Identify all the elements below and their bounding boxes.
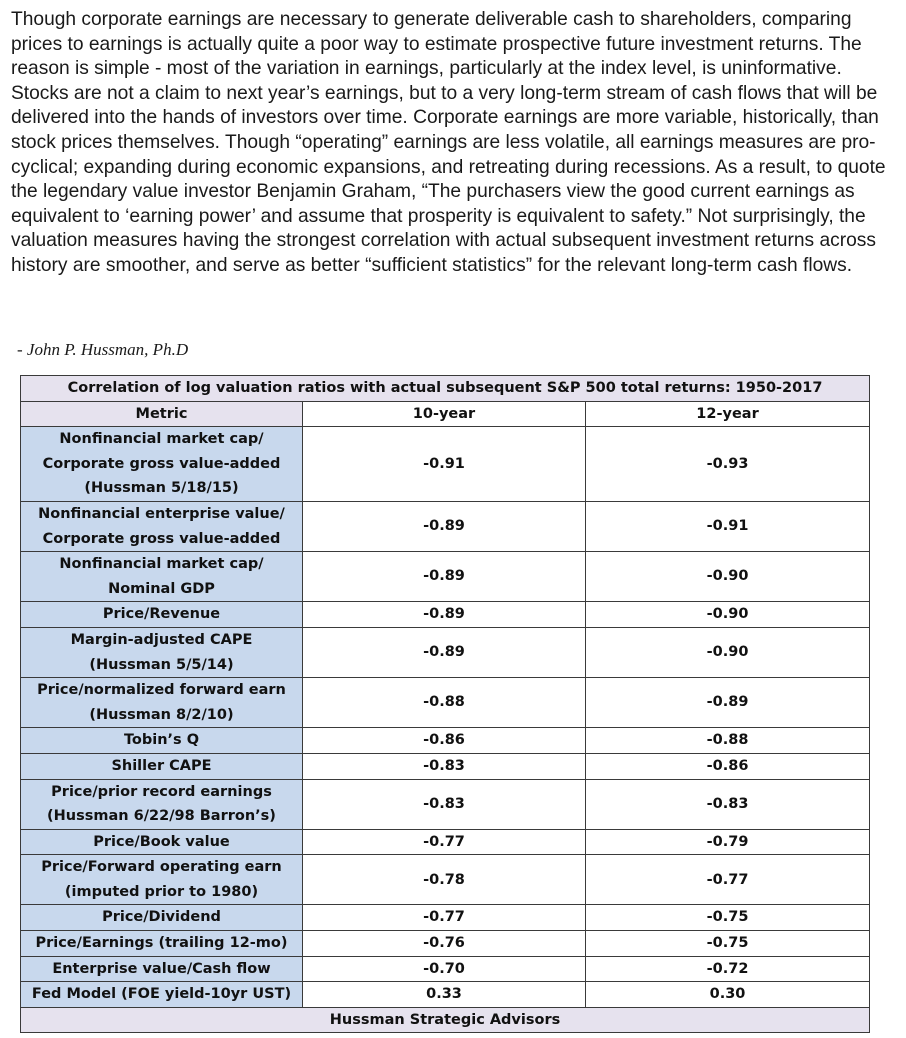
- value-10-year: -0.70: [303, 956, 586, 982]
- metric-cell: [21, 905, 303, 931]
- value-10-year: -0.89: [303, 501, 586, 551]
- metric-line: Shiller CAPE: [111, 757, 212, 774]
- table-row: [21, 829, 870, 855]
- table-row: [21, 602, 870, 628]
- metric-line: Nonfinancial market cap/: [59, 556, 264, 573]
- metric-cell: [21, 779, 303, 829]
- metric-line: Price/Book value: [93, 833, 230, 850]
- value-10-year: -0.77: [303, 829, 586, 855]
- header-metric: Metric: [21, 401, 303, 427]
- value-10-year: -0.89: [303, 627, 586, 677]
- table-row: [21, 501, 870, 551]
- value-10-year: -0.76: [303, 931, 586, 957]
- value-12-year: -0.83: [586, 779, 870, 829]
- value-12-year: -0.91: [586, 501, 870, 551]
- metric-line: Price/Forward operating earn: [41, 859, 282, 876]
- value-10-year: -0.86: [303, 728, 586, 754]
- correlation-table: [20, 375, 870, 1033]
- value-10-year: -0.89: [303, 602, 586, 628]
- metric-cell: [21, 956, 303, 982]
- value-10-year: -0.78: [303, 855, 586, 905]
- table-row: [21, 855, 870, 905]
- value-10-year: -0.83: [303, 753, 586, 779]
- metric-line: Enterprise value/Cash flow: [52, 960, 271, 977]
- metric-cell: [21, 552, 303, 602]
- value-10-year: -0.91: [303, 427, 586, 502]
- metric-line: Fed Model (FOE yield-10yr UST): [31, 986, 292, 1003]
- table-title: Correlation of log valuation ratios with actual subsequent S&P 500 total returns: 1950-2017: [21, 376, 870, 402]
- metric-line: Tobin’s Q: [123, 732, 200, 749]
- metric-line: (imputed prior to 1980): [64, 883, 259, 900]
- table-footer: Hussman Strategic Advisors: [21, 1007, 870, 1033]
- metric-line: Nonfinancial enterprise value/: [38, 505, 285, 522]
- value-12-year: -0.75: [586, 905, 870, 931]
- value-12-year: -0.86: [586, 753, 870, 779]
- value-12-year: 0.30: [586, 982, 870, 1008]
- value-10-year: 0.33: [303, 982, 586, 1008]
- quote-paragraph: Though corporate earnings are necessary to generate deliverable cash to shareholders, comparing prices to earnings is actually quite a poor way to estimate prospective future investment returns. The reason is simple - most of the variation in earnings, particularly at the index level, is uninformative. Stocks are not a claim to next year’s earnings, but to a very long-term stream of cash flows that will be delivered into the hands of investors over time. Corporate earnings are more variable, historically, than stock prices themselves. Though “operating” earnings are less volatile, all earnings measures are pro-cyclical; expanding during economic expansions, and retreating during recessions. As a result, to quote the legendary value investor Benjamin Graham, “The purchasers view the good current earnings as equivalent to ‘earning power’ and assume that prosperity is equivalent to safety.” Not surprisingly, the valuation measures having the strongest correlation with actual subsequent investment returns across history are smoother, and serve as better “sufficient statistics” for the relevant long-term cash flows.: [11, 9, 886, 276]
- table-row: [21, 627, 870, 677]
- metric-cell: [21, 829, 303, 855]
- metric-line: Price/prior record earnings: [51, 783, 272, 800]
- metric-line: Nonfinancial market cap/: [59, 431, 264, 448]
- metric-cell: [21, 931, 303, 957]
- value-12-year: -0.77: [586, 855, 870, 905]
- value-12-year: -0.75: [586, 931, 870, 957]
- metric-cell: [21, 678, 303, 728]
- metric-cell: [21, 501, 303, 551]
- metric-line: Price/Dividend: [102, 909, 221, 926]
- metric-cell: [21, 427, 303, 502]
- value-12-year: -0.79: [586, 829, 870, 855]
- value-12-year: -0.90: [586, 627, 870, 677]
- metric-line: Nominal GDP: [108, 580, 215, 597]
- metric-line: (Hussman 5/18/15): [84, 480, 239, 497]
- metric-line: Price/Revenue: [102, 606, 221, 623]
- table-footer-row: [21, 1007, 870, 1033]
- value-12-year: -0.72: [586, 956, 870, 982]
- value-12-year: -0.89: [586, 678, 870, 728]
- value-10-year: -0.83: [303, 779, 586, 829]
- table-row: [21, 753, 870, 779]
- metric-cell: [21, 982, 303, 1008]
- metric-line: Price/normalized forward earn: [37, 682, 286, 699]
- value-12-year: -0.90: [586, 552, 870, 602]
- value-10-year: -0.77: [303, 905, 586, 931]
- metric-cell: [21, 855, 303, 905]
- table-body: [21, 427, 870, 1008]
- table-header-row: [21, 401, 870, 427]
- quote-attribution: - John P. Hussman, Ph.D: [17, 340, 189, 359]
- table-row: [21, 427, 870, 502]
- header-12-year: 12-year: [586, 401, 870, 427]
- value-12-year: -0.90: [586, 602, 870, 628]
- metric-line: Margin-adjusted CAPE: [70, 631, 253, 648]
- metric-line: (Hussman 6/22/98 Barron’s): [47, 808, 276, 825]
- metric-line: Price/Earnings (trailing 12-mo): [35, 935, 288, 952]
- metric-line: Corporate gross value-added: [42, 455, 281, 472]
- table-row: [21, 956, 870, 982]
- metric-line: (Hussman 5/5/14): [89, 656, 234, 673]
- metric-line: Corporate gross value-added: [42, 530, 281, 547]
- table-row: [21, 982, 870, 1008]
- table-row: [21, 678, 870, 728]
- metric-cell: [21, 728, 303, 754]
- metric-cell: [21, 602, 303, 628]
- value-10-year: -0.89: [303, 552, 586, 602]
- header-10-year: 10-year: [303, 401, 586, 427]
- table-row: [21, 905, 870, 931]
- value-10-year: -0.88: [303, 678, 586, 728]
- metric-line: (Hussman 8/2/10): [89, 706, 234, 723]
- value-12-year: -0.88: [586, 728, 870, 754]
- metric-cell: [21, 627, 303, 677]
- table-row: [21, 779, 870, 829]
- value-12-year: -0.93: [586, 427, 870, 502]
- table-row: [21, 552, 870, 602]
- table-row: [21, 931, 870, 957]
- table-title-row: [21, 376, 870, 402]
- table-row: [21, 728, 870, 754]
- metric-cell: [21, 753, 303, 779]
